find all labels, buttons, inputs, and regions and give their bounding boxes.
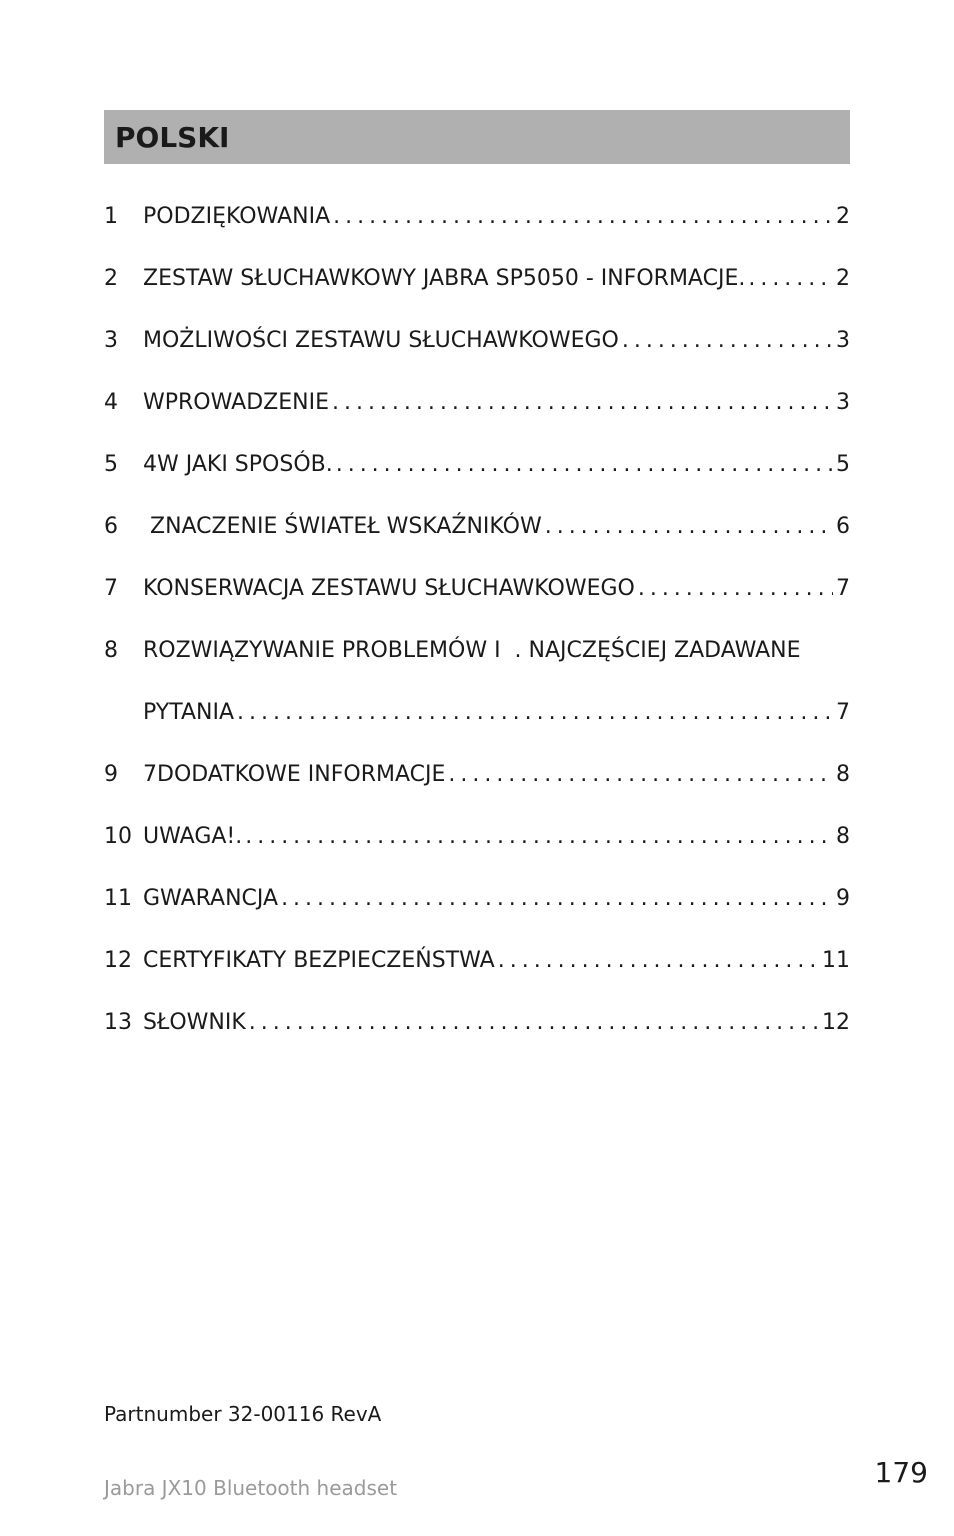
toc-page: 12 [822,1010,850,1035]
toc-page: 2 [836,204,850,229]
toc-entry-5[interactable] [104,434,850,496]
dot-leader [281,881,833,917]
dot-leader [622,323,833,359]
toc-title: WPROWADZENIE [143,390,329,415]
toc-page: 3 [836,390,850,415]
toc-title: ZNACZENIE ŚWIATEŁ WSKAŹNIKÓW [143,514,542,539]
toc-number: 11 [104,886,132,911]
toc-number: 10 [104,824,132,849]
section-title: POLSKI [115,121,230,154]
dot-leader [249,1005,819,1041]
dot-leader [448,757,833,793]
toc-page: 9 [836,886,850,911]
toc-entry-2[interactable] [104,248,850,310]
toc-entry-7[interactable] [104,558,850,620]
toc-entry-12[interactable] [104,930,850,992]
toc-title: ROZWIĄZYWANIE PROBLEMÓW I . NAJCZĘŚCIEJ ZADAWANE [143,638,801,663]
toc-page: 2 [836,266,850,291]
toc-title: ZESTAW SŁUCHAWKOWY JABRA SP5050 - INFORMACJE. [143,266,746,291]
toc-title: CERTYFIKATY BEZPIECZEŃSTWA [143,948,495,973]
toc-title: 4W JAKI SPOSÓB. [143,452,333,477]
toc-entry-10[interactable] [104,806,850,868]
toc-number: 8 [104,638,118,663]
toc-title: SŁOWNIK [143,1010,246,1035]
toc-number: 4 [104,390,118,415]
footer-product-name: Jabra JX10 Bluetooth headset [104,1476,398,1500]
section-heading-bar [104,110,850,164]
toc-page: 8 [836,762,850,787]
toc-number: 7 [104,576,118,601]
dot-leader [237,695,833,731]
toc-entry-1[interactable] [104,186,850,248]
dot-leader [336,447,833,483]
toc-entry-3[interactable] [104,310,850,372]
toc-number: 12 [104,948,132,973]
dot-leader [638,571,833,607]
toc-title: PYTANIA [143,700,234,725]
toc-number: 6 [104,514,118,539]
toc-page: 3 [836,328,850,353]
toc-entry-9[interactable] [104,744,850,806]
toc-number: 5 [104,452,118,477]
toc-page: 6 [836,514,850,539]
toc-title: PODZIĘKOWANIA [143,204,331,229]
dot-leader [498,943,819,979]
toc-entry-11[interactable] [104,868,850,930]
toc-page: 5 [836,452,850,477]
toc-entry-8[interactable] [104,620,850,682]
toc-entry-13[interactable] [104,992,850,1054]
part-number: Partnumber 32-00116 RevA [104,1402,382,1426]
toc-number: 1 [104,204,118,229]
toc-page: 7 [836,576,850,601]
toc-number: 9 [104,762,118,787]
page-number: 179 [874,1456,928,1489]
dot-leader [748,261,833,297]
toc-number: 13 [104,1010,132,1035]
toc-title: UWAGA!. [143,824,243,849]
dot-leader [332,385,833,421]
toc-title: 7DODATKOWE INFORMACJE [143,762,446,787]
toc-title: MOŻLIWOŚCI ZESTAWU SŁUCHAWKOWEGO [143,328,619,353]
toc-number: 2 [104,266,118,291]
toc-page: 8 [836,824,850,849]
toc-number: 3 [104,328,118,353]
dot-leader [333,199,833,235]
toc-title: GWARANCJA [143,886,279,911]
dot-leader [545,509,833,545]
table-of-contents [104,186,850,1054]
toc-page: 11 [822,948,850,973]
toc-entry-8-continued[interactable] [104,682,850,744]
toc-title: KONSERWACJA ZESTAWU SŁUCHAWKOWEGO [143,576,635,601]
toc-entry-4[interactable] [104,372,850,434]
toc-page: 7 [836,700,850,725]
toc-entry-6[interactable] [104,496,850,558]
dot-leader [245,819,833,855]
